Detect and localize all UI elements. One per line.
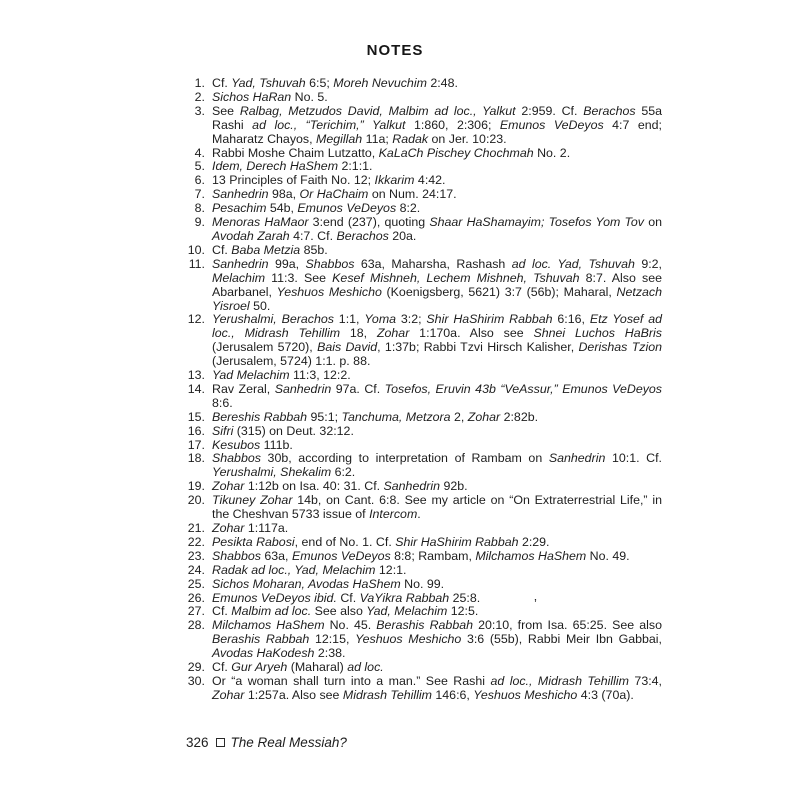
note-item — [185, 675, 662, 703]
note-number: 24. — [187, 562, 205, 577]
note-number: 27. — [187, 604, 205, 619]
note-item — [185, 91, 662, 105]
note-text: Rabbi Moshe Chaim Lutzatto, KaLaCh Pischey Chochmah No. 2. — [212, 145, 571, 160]
note-number: 20. — [187, 493, 205, 508]
notes-list — [185, 77, 662, 703]
note-number: 21. — [187, 521, 205, 535]
note-text: Radak ad loc., Yad, Melachim 12:1. — [212, 562, 407, 577]
note-item — [185, 216, 662, 244]
note-text: Bereshis Rabbah 95:1; Tanchuma, Metzora 2, Zohar 2:82b. — [212, 409, 539, 424]
note-number: 30. — [187, 673, 205, 688]
note-text: Zohar 1:117a. — [212, 521, 289, 535]
note-number: 7. — [194, 187, 205, 202]
note-item — [185, 605, 662, 619]
book-title: The Real Messiah? — [230, 735, 347, 750]
note-text: Sichos Moharan, Avodas HaShem No. 99. — [212, 576, 445, 591]
note-number: 14. — [187, 381, 205, 396]
note-number: 11. — [188, 256, 205, 271]
note-item — [185, 452, 662, 480]
note-text: Sanhedrin 98a, Or HaChaim on Num. 24:17. — [212, 187, 457, 202]
note-item — [185, 661, 662, 675]
note-text: Cf. Yad, Tshuvah 6:5; Moreh Nevuchim 2:48. — [212, 76, 458, 90]
note-item — [185, 369, 662, 383]
note-number: 28. — [187, 618, 205, 633]
note-item — [185, 105, 662, 147]
note-text: Yad Melachim 11:3, 12:2. — [212, 368, 351, 383]
note-number: 3. — [194, 103, 205, 118]
note-text: Or “a woman shall turn into a man.” See Rashi ad loc., Midrash Tehillim 73:4, Zohar 1:257a. Also see Midrash Tehillim 146:6, Yeshuos Meshicho 4:3 (70a). — [212, 673, 662, 702]
note-text: 13 Principles of Faith No. 12; Ikkarim 4:42. — [212, 173, 446, 188]
note-number: 18. — [187, 451, 205, 466]
note-item — [185, 188, 662, 202]
note-number: 22. — [187, 534, 205, 549]
note-item — [185, 160, 662, 174]
note-item — [185, 258, 662, 314]
note-number: 6. — [194, 173, 205, 188]
note-text: Milchamos HaShem No. 45. Berashis Rabbah 20:10, from Isa. 65:25. See also Berashis Rabbah 12:15, Yeshuos Meshicho 3:6 (55b), Rabbi Meir Ibn Gabbai, Avodas HaKodesh 2:38. — [212, 618, 662, 661]
note-text: Idem, Derech HaShem 2:1:1. — [212, 159, 373, 174]
note-item — [185, 244, 662, 258]
note-item — [185, 494, 662, 522]
note-item — [185, 425, 662, 439]
note-text: Sichos HaRan No. 5. — [212, 89, 328, 104]
note-text: Cf. Malbim ad loc. See also Yad, Melachim 12:5. — [212, 604, 479, 619]
note-text: Rav Zeral, Sanhedrin 97a. Cf. Tosefos, Eruvin 43b “VeAssur,” Emunos VeDeyos 8:6. — [212, 381, 662, 410]
note-number: 25. — [187, 576, 205, 591]
page-footer — [186, 735, 347, 750]
note-text: Pesachim 54b, Emunos VeDeyos 8:2. — [212, 201, 421, 216]
note-number: 2. — [194, 89, 205, 104]
note-number: 9. — [194, 215, 205, 230]
note-text: Cf. Baba Metzia 85b. — [212, 242, 328, 257]
note-item — [185, 383, 662, 411]
note-number: 5. — [194, 159, 205, 174]
note-number: 23. — [187, 548, 205, 563]
note-text: Yerushalmi, Berachos 1:1, Yoma 3:2; Shir HaShirim Rabbah 6:16, Etz Yosef ad loc., Midrash Tehillim 18, Zohar 1:170a. Also see Shnei Luchos HaBris (Jerusalem 5720), Bais David, 1:37b; Rabbi Tzvi Hirsch Kalisher, Derishas Tzion (Jerusalem, 5724) 1:1. p. 88. — [212, 312, 662, 369]
note-number: 13. — [187, 368, 205, 383]
note-text: See Ralbag, Metzudos David, Malbim ad loc., Yalkut 2:959. Cf. Berachos 55a Rashi ad loc., “Terichim,” Yalkut 1:860, 2:306; Emunos VeDeyos 4:7 end; Maharatz Chayos, Megillah 11a; Radak on Jer. 10:23. — [212, 103, 662, 146]
note-number: 8. — [194, 201, 205, 216]
note-text: Pesikta Rabosi, end of No. 1. Cf. Shir HaShirim Rabbah 2:29. — [212, 534, 550, 549]
note-item — [185, 619, 662, 661]
note-item — [185, 174, 662, 188]
page-number: 326 — [186, 735, 209, 750]
note-item — [185, 411, 662, 425]
note-item — [185, 439, 662, 453]
note-item — [185, 578, 662, 592]
note-text: Emunos VeDeyos ibid. Cf. VaYikra Rabbah 25:8. — [212, 590, 481, 605]
note-number: 16. — [187, 423, 205, 438]
note-number: 17. — [187, 437, 205, 452]
note-item — [185, 536, 662, 550]
note-text: Cf. Gur Aryeh (Maharal) ad loc. — [212, 660, 384, 675]
note-item — [185, 77, 662, 91]
note-item — [185, 550, 662, 564]
note-number: 29. — [187, 660, 205, 675]
note-text: Zohar 1:12b on Isa. 40: 31. Cf. Sanhedrin 92b. — [212, 479, 468, 494]
note-text: Sanhedrin 99a, Shabbos 63a, Maharsha, Rashash ad loc. Yad, Tshuvah 9:2, Melachim 11:3. See Kesef Mishneh, Lechem Mishneh, Tshuvah 8:7. Also see Abarbanel, Yeshuos Meshicho (Koenigsberg, 5621) 3:7 (56b); Maharal, Netzach Yisroel 50. — [212, 256, 663, 313]
note-text: Tikuney Zohar 14b, on Cant. 6:8. See my article on “On Extraterrestrial Life,” in the Cheshvan 5733 issue of Intercom. — [212, 493, 662, 522]
note-text: Sifri (315) on Deut. 32:12. — [212, 423, 354, 438]
note-text: Shabbos 63a, Emunos VeDeyos 8:8; Rambam, Milchamos HaShem No. 49. — [212, 548, 630, 563]
note-number: 19. — [187, 479, 205, 494]
note-text: Kesubos 111b. — [212, 437, 293, 452]
note-item — [185, 313, 662, 369]
square-separator-icon — [216, 738, 225, 747]
note-number: 4. — [194, 145, 205, 160]
note-number: 12. — [187, 312, 205, 327]
note-number: 10. — [187, 242, 205, 257]
note-text: Shabbos 30b, according to interpretation of Rambam on Sanhedrin 10:1. Cf. Yerushalmi, Shekalim 6:2. — [212, 451, 662, 480]
note-item — [185, 147, 662, 161]
note-item — [185, 480, 662, 494]
note-item — [185, 564, 662, 578]
page-title: NOTES — [366, 42, 424, 59]
note-text: Menoras HaMaor 3:end (237), quoting Shaar HaShamayim; Tosefos Yom Tov on Avodah Zarah 4:7. Cf. Berachos 20a. — [212, 215, 662, 243]
note-number: 26. — [187, 590, 205, 605]
note-item — [185, 202, 662, 216]
note-item — [185, 592, 662, 606]
scan-artifact-mark: ’ — [534, 596, 537, 611]
note-number: 15. — [187, 409, 205, 424]
note-number: 1. — [194, 76, 205, 90]
note-item — [185, 522, 662, 536]
